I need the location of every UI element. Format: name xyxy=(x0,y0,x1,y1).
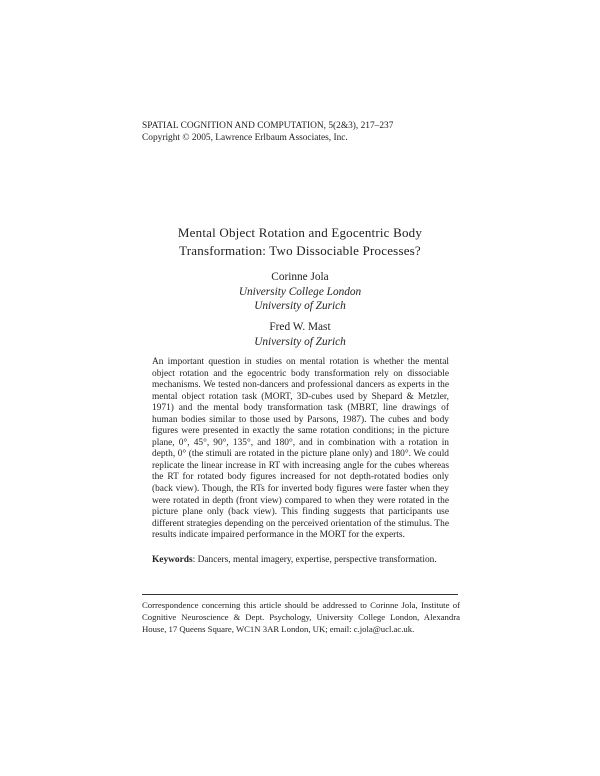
journal-header xyxy=(142,120,472,144)
author-name: Fred W. Mast xyxy=(269,321,331,333)
keywords-text: : Dancers, mental imagery, expertise, perspective transformation. xyxy=(192,555,437,565)
footnote-divider xyxy=(142,594,458,595)
author-affiliation: University College London xyxy=(238,285,362,298)
keywords-label: Keywords xyxy=(152,555,193,565)
copyright-notice: Copyright © 2005, Lawrence Erlbaum Associates, Inc. xyxy=(142,133,348,143)
author-affiliation: University of Zurich xyxy=(254,335,346,348)
paper-title-line-1: Mental Object Rotation and Egocentric Body xyxy=(177,225,423,240)
keywords xyxy=(152,555,449,567)
author-block-2 xyxy=(100,320,500,349)
paper-title-line-2: Transformation: Two Dissociable Processes? xyxy=(179,243,421,258)
author-name: Corinne Jola xyxy=(271,271,329,283)
correspondence-footnote: Correspondence concerning this article should be addressed to Corinne Jola, Institute of Cognitive Neuroscience & Dept. Psychology, University College London, Alexandra House, 17 Queens Square, WC1N 3AR London, UK; email: c.jola@ucl.ac.uk. xyxy=(142,600,460,634)
paper-title xyxy=(100,224,500,260)
journal-citation: SPATIAL COGNITION AND COMPUTATION, 5(2&3), 217–237 xyxy=(142,121,394,131)
abstract: An important question in studies on mental rotation is whether the mental object rotation and the egocentric body transformation rely on dissociable mechanisms. We tested non-dancers and professional dancers as experts in the mental object rotation task (MORT, 3D-cubes used by Shepard & Metzler, 1971) and the mental body transformation task (MBRT, line drawings of human bodies similar to those used by Parsons, 1987). The cubes and body figures were presented in exactly the same rotation conditions; in the picture plane, 0°, 45°, 90°, 135°, and 180°, and in combination with a rotation in depth, 0° (the stimuli are rotated in the picture plane only) and 180°. We could replicate the linear increase in RT with increasing angle for the cubes whereas the RT for rotated body figures increased for not depth-rotated bodies only (back view). Though, the RTs for inverted body figures were faster when they were rotated in depth (front view) compared to when they were rotated in the picture plane only (back view). This finding suggests that participants use different strategies depending on the perceived orientation of the stimulus. The results indicate impaired performance in the MORT for the experts. xyxy=(152,357,449,541)
author-affiliation: University of Zurich xyxy=(254,300,346,313)
author-block-1 xyxy=(100,270,500,314)
